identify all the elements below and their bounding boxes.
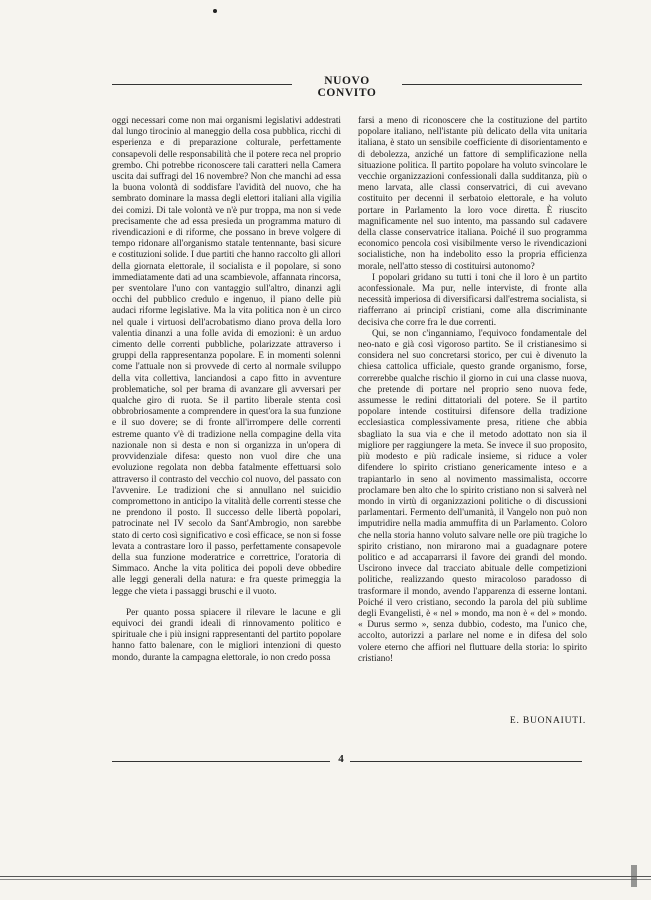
scan-speck (213, 9, 217, 13)
footer-rule-right (350, 761, 582, 762)
right-column (358, 116, 587, 665)
paragraph: I popolari gridano su tutti i toni che il loro è un partito aconfessionale. Ma pur, nelle interviste, di fronte alla necessità imperiosa di diversificarsi dall'estrema socialista, si riafferrano ai principî cristiani, come alla discriminante decisiva che corre fra le due correnti. (358, 272, 587, 328)
left-column (112, 116, 341, 664)
header-rule-left (112, 84, 292, 85)
page-footer (112, 753, 582, 769)
journal-title: NUOVO CONVITO (317, 75, 377, 99)
header-rule-right (402, 84, 582, 85)
scan-edge-line (0, 879, 651, 880)
scan-edge-line (0, 876, 651, 877)
author-signature: E. BUONAIUTI. (509, 716, 586, 726)
scan-edge-mark (631, 865, 637, 887)
footer-rule-left (112, 761, 330, 762)
paragraph: Per quanto possa spiacere il rilevare le lacune e gli equivoci dei grandi ideali di rinnovamento politico e spirituale che i più insigni rappresentanti del partito popolare hanno fatto balenare, con le migliori intenzioni di questo mondo, durante la campagna elettorale, io non credo possa (112, 607, 341, 663)
paragraph: farsi a meno di riconoscere che la costituzione del partito popolare italiano, nell'istante più delicato della vita unitaria italiana, è stato un sensibile coefficiente di disorientamento e di debolezza, anziché un fattore di semplificazione nella situazione politica. Il partito popolare ha voluto svincolare le vecchie organizzazioni confessionali dalla sudditanza, più o meno larvata, alle classi conservatrici, di cui avevano costituito per decenni il serbatoio elettorale, e ha voluto portare in Parlamento la loro voce diretta. È riuscito magnificamente nel suo intento, ma passando sul cadavere della classe conservatrice italiana. Poiché il suo programma economico pencola così visibilmente verso le rivendicazioni socialistiche, non ha indebolito esso la propria efficienza morale, nell'atto stesso di costituirsi autonomo? (358, 116, 587, 272)
page-number: 4 (338, 753, 344, 765)
paragraph: Qui, se non c'inganniamo, l'equivoco fondamentale del neo-nato e già così vigoroso partito. Se il cristianesimo si considera nel suo concretarsi storico, per cui è divenuto la chiesa cattolica ufficiale, questo grande organismo, forse, correrebbe qualche rischio il giorno in cui una classe nuova, che pretende di portare nel proprio seno nuova fede, assumesse le redini dittatoriali del potere. Se il partito popolare intende costituirsi difensore della tradizione ecclesiastica complessivamente presa, ritiene che abbia sbagliato la sua via e che il metodo adottato non sia il migliore per raggiungere la meta. Se invece il suo proposito, più modesto e più radicale insieme, si riduce a voler difendere lo spirito cristiano genericamente inteso e a trapiantarlo in seno al novimento massimalista, occorre proclamare ben alto che lo spirito cristiano non si salverà nel mondo in virtù di organizzazioni politiche o di discussioni parlamentari. Fermento dell'umanità, il Vangelo non può non imputridire nella madia ammuffita di un Parlamento. Coloro che nella storia hanno voluto salvare nelle ore più tragiche lo spirito cristiano, non mirarono mai a guadagnare potere politico e ad accaparrarsi il favore dei grandi del mondo. Uscirono invece dal tracciato abituale delle competizioni politiche, realizzando questo miracoloso paradosso di trasformare il mondo, avendo l'apparenza di esserne lontani. Poiché il vero cristiano, secondo la parola del più sublime degli Evangelisti, è « nel » mondo, ma non è « del » mondo. « Durus sermo », senza dubbio, codesto, ma l'unico che, accolto, autorizzi a parlare nel nome e in difesa del solo volere eterno che affiori nel fluttuare della storia: lo spirito cristiano! (358, 328, 587, 664)
running-header (112, 74, 582, 99)
paragraph: oggi necessari come non mai organismi legislativi addestrati dal lungo tirocinio al maneggio della cosa pubblica, ricchi di esperienza e di preparazione colturale, perfettamente consapevoli delle responsabilità che il potere reca nel proprio grembo. Chi potrebbe riconoscere tali caratteri nella Camera uscita dai suffragi del 16 novembre? Non che manchi ad essa la buona volontà di soddisfare l'avidità del nuovo, che ha sembrato dominare la massa degli elettori italiani alla vigilia dei comizi. Di tale volontà ve n'è pur troppa, ma non si vede precisamente che ad essa presieda un programma maturo di rivendicazioni e di riforme, che possano in breve volgere di tempo ridonare all'organismo statale tentennante, basi sicure e costituzioni solide. I due partiti che hanno raccolto gli allori della giornata elettorale, il socialista e il popolare, si sono immediatamente dati ad una scambievole, affannata rincorsa, per sventolare l'uno con vantaggio sull'altro, dinanzi agli occhi del pubblico credulo e ingenuo, il piano delle più audaci riforme legislative. Ma la vita politica non è un circo nel quale i virtuosi dell'acrobatismo diano prova della loro valentia dinanzi a una folle avida di emozioni: è un arduo cimento delle correnti pubbliche, polarizzate attraverso i gruppi della rappresentanza popolare. E in momenti solenni come l'attuale non si provvede di certo al normale sviluppo della vita collettiva, lanciandosi a capo fitto in avventure problematiche, sol per brama di avanzare gli avversari per qualche giro di ruota. Se il partito liberale stenta così obbrobriosamente a comprendere in quest'ora la sua funzione e il suo dovere; se di fronte all'irrompere delle correnti estreme quanto v'è di tradizione nella compagine della vita nazionale non si desta e non si organizza in un'opera di provvidenziale difesa: questo non vuol dire che una evoluzione regolata non debba fatalmente effettuarsi solo attraverso il contrasto del vecchio col nuovo, del passato con l'avvenire. Le tradizioni che si annullano nel suicidio compromettono in anticipo la vitalità delle correnti stesse che ne prendono il posto. Il successo delle libertà popolari, patrocinate nel IV secolo da Sant'Ambrogio, non sarebbe stato di certo così significativo e così efficace, se non si fosse levata a contrastare loro il passo, perfettamente consapevole della sua funzione moderatrice e correttrice, l'oratoria di Simmaco. Anche la vita politica dei popoli deve obbedire alle leggi generali della natura: e fra queste primeggia la legge che vieta i passaggi bruschi e il vuoto. (112, 116, 341, 597)
